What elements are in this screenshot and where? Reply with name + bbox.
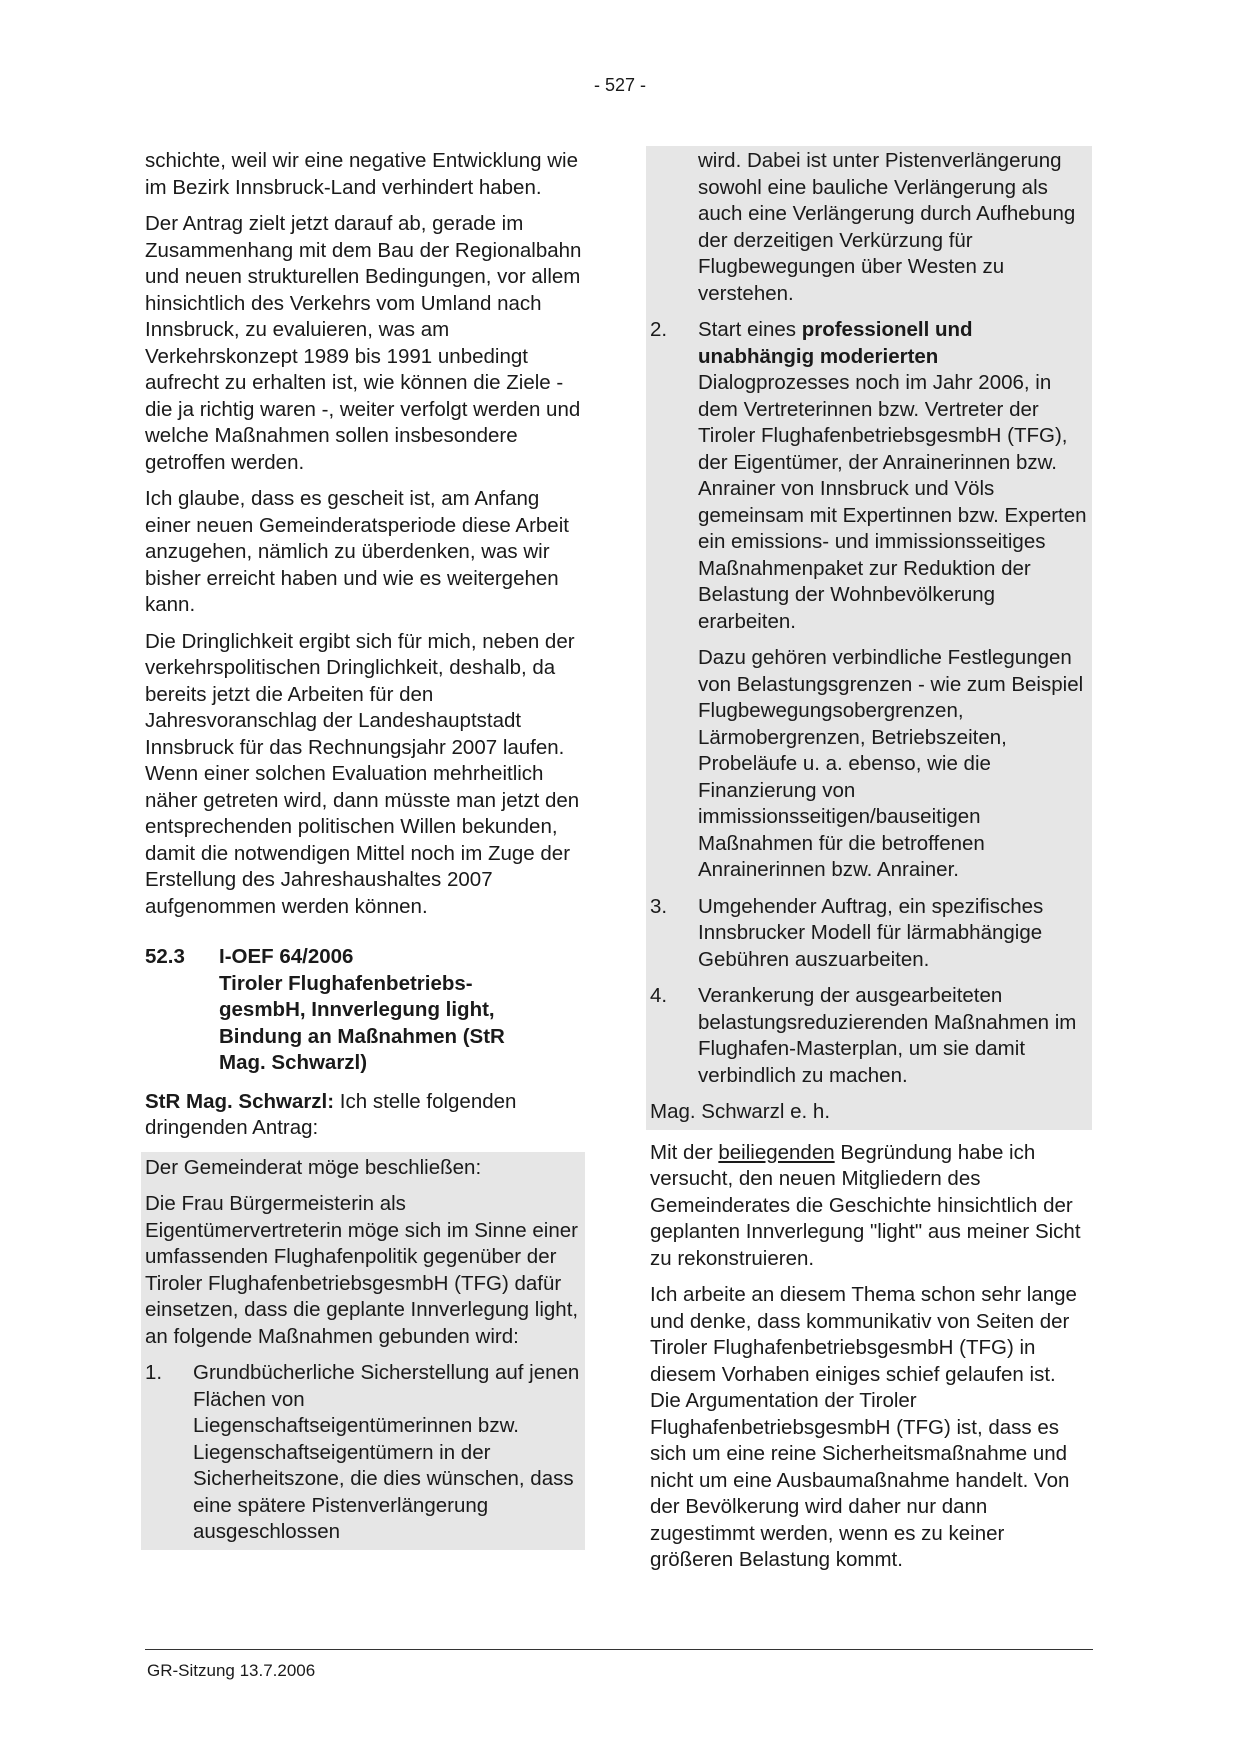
agenda-number: 52.3 [145, 945, 185, 968]
agenda-heading [145, 944, 585, 1077]
right-column [650, 146, 1092, 1584]
paragraph [650, 1140, 1092, 1273]
footer-session: GR-Sitzung 13.7.2006 [147, 1661, 316, 1680]
paragraph: Ich arbeite an diesem Thema schon sehr lange und denke, dass kommunikativ von Seiten der Tiroler FlughafenbetriebsgesmbH (TFG) in diesem Vorhaben einiges schief gelaufen ist. Die Argumentation der Tiroler FlughafenbetriebsgesmbH (TFG) ist, dass es sich um eine reine Sicherheitsmaßnahme und nicht um eine Ausbaumaßnahme handelt. Von der Bevölkerung wird daher nur dann zugestimmt werden, wenn es zu keiner größeren Belastung kommt. [650, 1283, 1077, 1571]
signature: Mag. Schwarzl e. h. [650, 1100, 831, 1123]
item-text-bold: professionell und unabhängig moderierten [698, 318, 973, 368]
item-text-part: Dialogprozesses noch im Jahr 2006, in dem Vertreterinnen bzw. Vertreter der Tiroler FlughafenbetriebsgesmbH (TFG), der Eigentümer, der Anrainerinnen bzw. Anrainer von Innsbruck und Völs gemeinsam mit Expertinnen bzw. Experten ein emissions- und immissionsseitiges Maßnahmenpaket zur Reduktion der Belastung der Wohnbevölkerung erarbeiten. [698, 371, 1087, 633]
agenda-title-line: I-OEF 64/2006 [219, 945, 354, 968]
paragraph: schichte, weil wir eine negative Entwicklung wie im Bezirk Innsbruck-Land verhindert haben. [145, 149, 578, 199]
agenda-title-line: Mag. Schwarzl) [219, 1051, 368, 1074]
paragraph: Der Antrag zielt jetzt darauf ab, gerade im Zusammenhang mit dem Bau der Regionalbahn und neuen strukturellen Bedingungen, vor allem hinsichtlich des Verkehrs vom Umland nach Innsbruck, zu evaluieren, was am Verkehrskonzept 1989 bis 1991 unbedingt aufrecht zu erhalten ist, wie können die Ziele - die ja richtig waren -, weiter verfolgt werden und welche Maßnahmen sollen insbesondere getroffen werden. [145, 212, 582, 474]
item-text-part: Start eines [698, 318, 802, 341]
item-text: Grundbücherliche Sicherstellung auf jenen Flächen von Liegenschaftseigentümerinnen bzw. Liegenschaftseigentümern in der Sicherheitszone, die dies wünschen, dass eine spätere Pistenverlängerung ausgeschlossen [193, 1361, 580, 1543]
item-number: 4. [650, 984, 668, 1007]
motion-box-left [141, 1152, 585, 1550]
item-number: 2. [650, 318, 668, 341]
speaker-name: StR Mag. Schwarzl: [145, 1089, 335, 1113]
motion-intro: Der Gemeinderat möge beschließen: [145, 1155, 482, 1179]
speaker-text: Ich stelle folgenden dringenden Antrag: [145, 1089, 517, 1139]
agenda-title [219, 944, 585, 1077]
motion-body: Die Frau Bürgermeisterin als Eigentümervertreterin möge sich im Sinne einer umfassenden Flughafenpolitik gegenüber der Tiroler FlughafenbetriebsgesmbH (TFG) dafür einsetzen, dass die geplante Innverlegung light, an folgende Maßnahmen gebunden wird: [145, 1192, 579, 1348]
item-text [698, 317, 1088, 635]
item-number: 3. [650, 894, 668, 918]
item-text: Verankerung der ausgearbeiteten belastungsreduzierenden Maßnahmen im Flughafen-Masterplan, um sie damit verbindlich zu machen. [698, 984, 1077, 1087]
speaker-paragraph [145, 1089, 585, 1142]
paragraph: Ich glaube, dass es gescheit ist, am Anfang einer neuen Gemeinderatsperiode diese Arbeit anzugehen, nämlich zu überdenken, was wir bisher erreicht haben und wie es weitergehen kann. [145, 487, 569, 616]
motion-item-2 [650, 317, 1088, 645]
paragraph-part: Begründung habe ich versucht, den neuen Mitgliedern des Gemeinderates die Geschichte hinsichtlich der geplanten Innverlegung "light" aus meiner Sicht zu rekonstruieren. [650, 1140, 1081, 1270]
motion-item-4 [650, 983, 1088, 1099]
left-column [145, 148, 585, 1550]
item-number: 1. [145, 1361, 163, 1384]
item-2-subparagraph: Dazu gehören verbindliche Festlegungen von Belastungsgrenzen - wie zum Beispiel Flugbewegungsobergrenzen, Lärmobergrenzen, Betriebszeiten, Probeläufe u. a. ebenso, wie die Finanzierung von immissionsseitigen/bauseitigen Maßnahmen für die betroffenen Anrainerinnen bzw. Anrainer. [698, 646, 1084, 881]
item-1-continuation: wird. Dabei ist unter Pistenverlängerung sowohl eine bauliche Verlängerung als auch eine Verlängerung durch Aufhebung der derzeitigen Verkürzung für Flugbewegungen über Westen zu verstehen. [698, 149, 1076, 305]
page-number: - 527 - [593, 75, 647, 95]
agenda-title-line: Bindung an Maßnahmen (StR [219, 1024, 505, 1048]
underlined-word: beiliegenden [718, 1140, 835, 1164]
motion-box-right [646, 146, 1092, 1130]
motion-item-1 [145, 1360, 581, 1546]
footer-divider [145, 1649, 1093, 1650]
agenda-title-line: Tiroler Flughafenbetriebs- [219, 971, 473, 995]
paragraph-part: Mit der [650, 1140, 719, 1164]
paragraph: Die Dringlichkeit ergibt sich für mich, neben der verkehrspolitischen Dringlichkeit, deshalb, da bereits jetzt die Arbeiten für den Jahresvoranschlag der Landeshauptstadt Innsbruck für das Rechnungsjahr 2007 laufen. Wenn einer solchen Evaluation mehrheitlich näher getreten wird, dann müsste man jetzt den entsprechenden politischen Willen bekunden, damit die notwendigen Mittel noch im Zuge der Erstellung des Jahreshaushaltes 2007 aufgenommen werden können. [145, 629, 580, 918]
agenda-title-line: gesmbH, Innverlegung light, [219, 998, 495, 1021]
motion-item-3 [650, 894, 1088, 984]
item-text: Umgehender Auftrag, ein spezifisches Innsbrucker Modell für lärmabhängige Gebühren auszuarbeiten. [698, 894, 1044, 971]
